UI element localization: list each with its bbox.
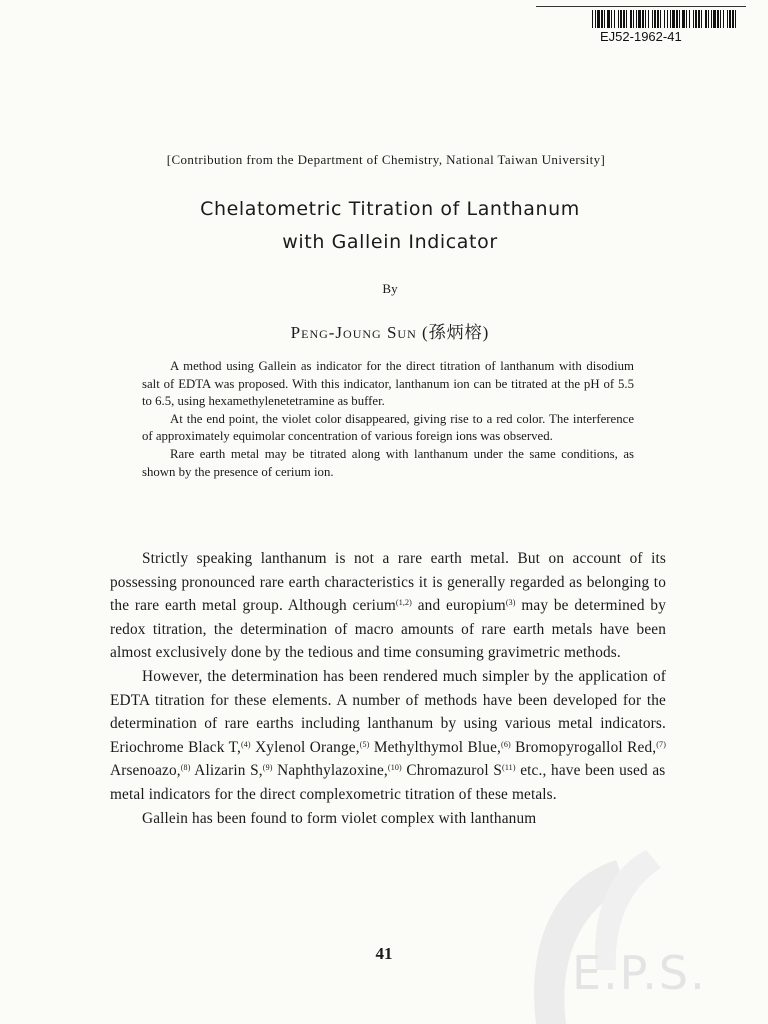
barcode-bar — [638, 10, 641, 28]
barcode-bar — [686, 10, 687, 28]
barcode-bar — [623, 10, 625, 28]
title-line-1: Chelatometric Titration of Lanthanum — [200, 198, 580, 220]
barcode-bar — [679, 10, 680, 28]
text: Arsenoazo, — [110, 762, 181, 780]
barcode-bar — [645, 10, 646, 28]
citation-ref: (5) — [359, 739, 370, 749]
barcode-bar — [620, 10, 622, 28]
barcode-bar — [708, 10, 709, 28]
barcode-bar — [614, 10, 615, 28]
document-id: EJ52-1962-41 — [600, 29, 682, 44]
barcode-bar — [682, 10, 685, 28]
barcode-bar — [601, 10, 603, 28]
barcode-bar — [693, 10, 694, 28]
barcode-bar — [729, 10, 731, 28]
author-name: Peng-Joung Sun — [290, 323, 417, 342]
author-line — [0, 318, 768, 343]
barcode-bar — [713, 10, 716, 28]
body-text — [110, 547, 666, 830]
paper-title — [110, 193, 670, 259]
barcode-bar — [732, 10, 734, 28]
barcode-bar — [595, 10, 596, 28]
barcode-bar — [701, 10, 702, 28]
barcode-bar — [727, 10, 728, 28]
barcode-bar — [633, 10, 634, 28]
citation-ref: (9) — [262, 763, 273, 773]
barcode-bar — [676, 10, 678, 28]
body-paragraph-1 — [110, 547, 666, 665]
text: etc., have been used as metal indicators for the direct complexometric titration of these metals. — [110, 762, 666, 803]
barcode-bar — [604, 10, 605, 28]
barcode-bar — [670, 10, 671, 28]
barcode-bar — [667, 10, 668, 28]
citation-ref: (10) — [387, 763, 402, 773]
barcode-bar — [735, 10, 736, 28]
body-paragraph-2 — [110, 665, 666, 807]
citation-ref: (4) — [240, 739, 251, 749]
citation-ref: (11) — [502, 763, 516, 773]
watermark-text: E.P.S. — [572, 946, 707, 1000]
barcode-bar — [607, 10, 610, 28]
text: and europium — [412, 597, 506, 615]
text: Alizarin S, — [190, 762, 263, 780]
contribution-note: [Contribution from the Department of Chemistry, National Taiwan University] — [166, 152, 606, 167]
text: Methylthymol Blue, — [369, 738, 502, 756]
barcode-bar — [636, 10, 637, 28]
citation-ref: (8) — [180, 763, 191, 773]
text: However, the determination has been rendered much simpler by the application of EDTA titration for these elements. A number of methods have been developed for the determination of rare earths including lanthanum by using various metal indicators. Eriochrome Black T, — [110, 667, 666, 756]
header-rule — [536, 6, 746, 7]
barcode-bar — [672, 10, 675, 28]
barcode-bar — [597, 10, 600, 28]
barcode-bar — [664, 10, 665, 28]
barcode-bar — [660, 10, 661, 28]
barcode-bar — [654, 10, 656, 28]
citation-ref: (7) — [656, 739, 667, 749]
text: Bromopyrogallol Red, — [510, 738, 657, 756]
barcode-bar — [648, 10, 649, 28]
barcode-image — [592, 10, 740, 28]
barcode-bar — [720, 10, 721, 28]
byline: By — [382, 281, 398, 296]
barcode-bar — [626, 10, 627, 28]
text: Strictly speaking lanthanum is not a rare earth metal. But on account of its possessing pronounced rare earth characteristics it is generally regarded as belonging to the rare earth metal group. Although cerium — [110, 550, 666, 615]
text: Xylenol Orange, — [250, 738, 360, 756]
body-paragraph-3: Gallein has been found to form violet complex with lanthanum — [142, 809, 537, 827]
barcode-bar — [652, 10, 653, 28]
barcode-bar — [689, 10, 690, 28]
barcode-bar — [611, 10, 612, 28]
barcode-bar — [618, 10, 619, 28]
title-line-2: with Gallein Indicator — [282, 231, 498, 253]
barcode-bar — [711, 10, 712, 28]
barcode-bar — [592, 10, 593, 28]
text: Chromazurol S — [401, 762, 502, 780]
abstract-paragraph-3: Rare earth metal may be titrated along with lanthanum under the same conditions, as shown by the presence of cerium ion. — [142, 446, 634, 479]
abstract-paragraph-2: At the end point, the violet color disappeared, giving rise to a red color. The interference of approximately equimolar concentration of various foreign ions was observed. — [142, 411, 634, 444]
barcode-bar — [695, 10, 697, 28]
citation-ref: (1,2) — [395, 598, 412, 608]
barcode-bar — [630, 10, 632, 28]
author-chinese-name: (孫炳榕) — [422, 323, 490, 342]
barcode-bar — [717, 10, 719, 28]
citation-ref: (6) — [501, 739, 511, 749]
barcode-bar — [657, 10, 659, 28]
text: Naphthylazoxine, — [272, 762, 388, 780]
barcode-bar — [723, 10, 724, 28]
barcode-bar — [642, 10, 644, 28]
abstract — [142, 358, 634, 481]
page-number: 41 — [375, 944, 393, 963]
citation-ref: (3) — [505, 598, 516, 608]
abstract-paragraph-1: A method using Gallein as indicator for the direct titration of lanthanum with disodium salt of EDTA was proposed. With this indicator, lanthanum ion can be titrated at the pH of 5.5 to 6.5, using hexamethylenetetramine as buffer. — [142, 359, 634, 409]
barcode-bar — [698, 10, 700, 28]
text: may be determined by redox titration, the determination of macro amounts of rare earth metals have been almost exclusively done by the tedious and time consuming gravimetric methods. — [110, 597, 667, 662]
barcode-bar — [705, 10, 707, 28]
